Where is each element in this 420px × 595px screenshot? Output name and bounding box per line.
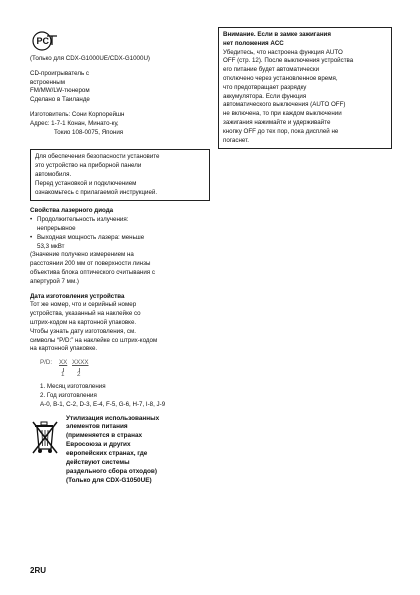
acc-warning-box <box>218 27 392 149</box>
laser-bullet: • Продолжительность излучения: непрерывное <box>30 216 129 232</box>
page-number: 2RU <box>30 566 47 575</box>
mfg-line: символы “P/D:” на наклейке со штрих-кодом <box>30 336 158 344</box>
crossed-bin-icon <box>30 415 66 487</box>
mfg-line: Тот же номер, что и серийный номер <box>30 301 137 309</box>
product-line: FM/MW/LW-тюнером <box>30 87 90 95</box>
pd-legend-line: A-0, B-1, C-2, D-3, E-4, F-5, G-6, H-7, I-8, J-9 <box>40 400 166 408</box>
weee-section <box>30 415 210 487</box>
weee-line: европейских странах, где <box>66 450 148 458</box>
pd-prefix: P/D: <box>40 359 53 367</box>
laser-note-line: апертурой 7 мм.) <box>30 277 79 285</box>
left-column <box>30 30 210 486</box>
warning-line: не включена, то при каждом выключении <box>223 110 342 118</box>
pd-diagram <box>40 359 210 381</box>
pd-legend-line: 1. Месяц изготовления <box>40 383 106 391</box>
weee-line: (применяется в странах <box>66 432 143 440</box>
safety-line: автомобиля. <box>35 170 72 178</box>
weee-line: элементов питания <box>66 423 128 431</box>
product-line: встроенным <box>30 78 66 86</box>
safety-line: Для обеспечения безопасности установите <box>35 153 160 161</box>
mfg-line: на картонной упаковке. <box>30 345 98 353</box>
warning-line: зажигания нажимайте и удерживайте <box>223 118 331 126</box>
warning-line: погаснет. <box>223 136 249 144</box>
product-info <box>30 70 210 105</box>
pd-num-1: 1 <box>61 371 65 379</box>
weee-line: (Только для CDX-G1050UE) <box>66 477 152 485</box>
warning-line: Убедитесь, что настроена функция AUTO <box>223 48 343 56</box>
laser-note-line: расстоянии 200 мм от поверхности линзы <box>30 260 151 268</box>
warning-title-line: нет положения ACC <box>223 39 284 47</box>
mfg-line: Чтобы узнать дату изготовления, см. <box>30 327 136 335</box>
warning-line: кнопку OFF до тех пор, пока дисплей не <box>223 127 339 135</box>
pd-legend <box>30 383 210 409</box>
pd-legend-line: 2. Год изготовления <box>40 391 97 399</box>
warning-title-line: Внимание. Если в замке зажигания <box>223 31 331 38</box>
laser-title: Свойства лазерного диода <box>30 207 114 215</box>
mfg-title: Дата изготовления устройства <box>30 292 125 300</box>
safety-line: ознакомьтесь с прилагаемой инструкцией. <box>35 188 158 196</box>
warning-line: его питание будет автоматически <box>223 66 320 74</box>
pd-code-year: XXXX <box>72 359 89 367</box>
safety-line: Перед установкой и подключением <box>35 179 137 187</box>
warning-line: что предотвращает разрядку <box>223 83 307 91</box>
warning-line: автоматического выключения (AUTO OFF) <box>223 101 346 109</box>
weee-text <box>66 415 159 487</box>
laser-section <box>30 207 210 286</box>
svg-text:PC: PC <box>36 36 50 47</box>
weee-line: раздельного сбора отходов) <box>66 468 157 476</box>
product-line: CD-проигрыватель с <box>30 69 90 77</box>
mfg-line: устройства, указанный на наклейке со <box>30 310 141 318</box>
warning-line: отключено через установленное время, <box>223 74 338 82</box>
laser-note-line: (Значение получено измерением на <box>30 251 134 259</box>
manufacturer-info <box>30 111 210 137</box>
laser-bullet: • Выходная мощность лазера: меньше 53,3 мкВт <box>30 233 145 250</box>
pd-num-2: 2 <box>77 371 81 379</box>
safety-box <box>30 149 210 201</box>
weee-line: Утилизация использованных <box>66 414 160 422</box>
certification-logo <box>30 30 60 52</box>
warning-line: OFF (стр. 12). После выключения устройства <box>223 57 354 65</box>
safety-line: это устройство на приборной панели <box>35 162 142 170</box>
weee-line: действуют системы <box>66 459 130 467</box>
product-line: Сделано в Таиланде <box>30 96 90 104</box>
manufacturer-line: Изготовитель: Сони Корпорейшн <box>30 110 125 118</box>
laser-note-line: объектива блока оптического считывания с <box>30 268 155 276</box>
pd-code-month: XX <box>59 359 68 367</box>
mfg-line: штрих-кодом на картонной упаковке. <box>30 318 137 326</box>
manufacturer-line: Адрес: 1-7-1 Конан, Минато-ку, <box>30 119 119 127</box>
manufacture-date-section <box>30 293 210 355</box>
weee-line: Евросоюза и других <box>66 441 131 449</box>
model-note: (Только для CDX-G1000UE/CDX-G1000U) <box>30 55 150 62</box>
manufacturer-line: Токио 108-0075, Япония <box>54 128 124 136</box>
warning-line: аккумулятора. Если функция <box>223 92 307 100</box>
